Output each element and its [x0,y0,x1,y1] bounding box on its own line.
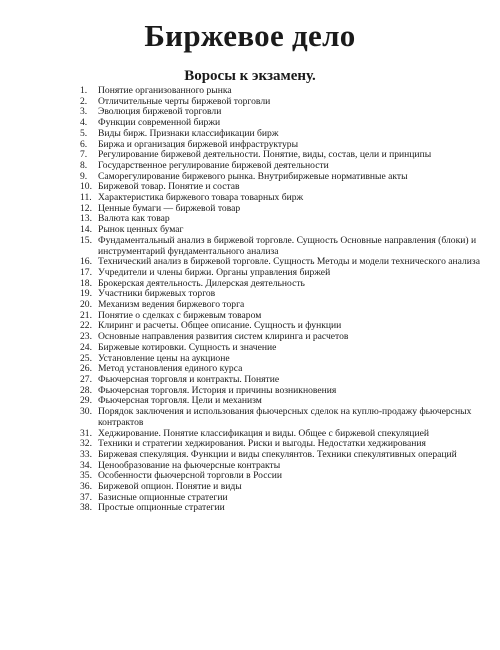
question-number: 2. [80,95,88,107]
question-text: Функции современной биржи [98,117,221,129]
question-number: 21. [80,309,92,321]
question-number: 30. [80,406,92,418]
question-text: Фьючерсная торговля. Цели и механизм [98,395,262,407]
question-text: Механизм ведения биржевого торга [98,299,245,311]
question-number: 18. [80,277,92,289]
question-item [80,236,485,257]
question-text: Фьючерсная торговля и контракты. Понятие [98,373,280,385]
question-item [80,343,485,354]
question-number: 5. [80,127,88,139]
question-text: Особенности фьючерсной торговли в России [98,470,282,482]
question-text: Понятие организованного рынка [98,85,232,96]
question-number: 6. [80,138,88,150]
question-text: Рынок ценных бумаг [98,224,184,236]
question-number: 12. [80,202,92,214]
question-number: 28. [80,384,92,396]
question-text: Технический анализ в биржевой торговле. Сущность Методы и модели технического анализа [98,256,480,268]
question-item [80,450,485,461]
question-number: 16. [80,256,92,268]
question-text: Ценообразование на фьючерсные контракты [98,459,281,471]
question-number: 15. [80,234,92,246]
question-text: Биржевой товар. Понятие и состав [98,181,240,193]
question-number: 34. [80,459,92,471]
question-number: 29. [80,395,92,407]
question-number: 35. [80,470,92,482]
question-number: 31. [80,427,92,439]
question-number: 9. [80,170,88,182]
question-number: 13. [80,213,92,225]
question-number: 27. [80,373,92,385]
question-text: Ценные бумаги — биржевой товар [98,202,241,214]
question-text: Государственное регулирование биржевой деятельности [98,159,329,171]
question-number: 33. [80,448,92,460]
question-text: Техники и стратегии хеджирования. Риски и выгоды. Недостатки хеджирования [98,438,426,450]
question-number: 20. [80,299,92,311]
question-number: 22. [80,320,92,332]
question-number: 36. [80,481,92,493]
question-text: Фундаментальный анализ в биржевой торговле. Сущность Основные направления (блоки) и инструментарий фундаментального анализа [98,234,477,257]
question-number: 10. [80,181,92,193]
question-number: 11. [80,192,92,204]
question-number: 24. [80,341,92,353]
question-number: 7. [80,149,88,161]
question-text: Эволюция биржевой торговли [98,106,222,118]
question-text: Хеджирование. Понятие классификация и виды. Общее с биржевой спекуляцией [98,427,429,439]
question-number: 26. [80,363,92,375]
question-text: Регулирование биржевой деятельности. Понятие, виды, состав, цели и принципы [98,149,432,161]
question-text: Биржа и организация биржевой инфраструктуры [98,138,299,150]
question-number: 19. [80,288,92,300]
question-text: Отличительные черты биржевой торговли [98,95,271,107]
question-number: 32. [80,438,92,450]
question-text: Фьючерсная торговля. История и причины возникновения [98,384,337,396]
document-title: Биржевое дело [144,18,356,53]
question-number: 37. [80,491,92,503]
question-text: Установление цены на аукционе [98,352,230,364]
question-item [80,129,485,140]
question-number: 1. [80,85,88,96]
question-number: 17. [80,266,92,278]
question-text: Участники биржевых торгов [98,288,216,300]
question-text: Клиринг и расчеты. Общее описание. Сущность и функции [98,320,342,332]
question-text: Базисные опционные стратегии [98,491,228,503]
question-number: 25. [80,352,92,364]
question-text: Брокерская деятельность. Дилерская деятельность [98,277,305,289]
question-text: Понятие о сделках с биржевым товаром [98,309,262,321]
question-number: 14. [80,224,92,236]
questions-list [80,86,485,514]
question-text: Основные направления развития систем клиринга и расчетов [98,331,349,343]
question-text: Биржевые котировки. Сущность и значение [98,341,277,353]
question-text: Порядок заключения и использования фьючерсных сделок на куплю-продажу фьючерсных контрактов [98,406,472,428]
question-text: Простые опционные стратегии [98,502,225,514]
question-item [80,503,485,514]
question-text: Саморегулирование биржевого рынка. Внутрибиржевые нормативные акты [98,170,408,182]
question-number: 3. [80,106,88,118]
question-number: 4. [80,117,88,129]
question-number: 23. [80,331,92,343]
question-text: Метод установления единого курса [98,363,243,375]
question-text: Биржевой опцион. Понятие и виды [98,481,242,493]
question-number: 38. [80,502,92,514]
question-item [80,407,485,428]
question-text: Биржевая спекуляция. Функции и виды спекулянтов. Техники спекулятивных операций [98,448,457,460]
question-text: Валюта как товар [98,213,170,225]
document-subtitle: Воросы к экзамену. [184,68,316,84]
question-number: 8. [80,159,88,171]
question-text: Виды бирж. Признаки классификации бирж [98,127,279,139]
question-text: Характеристика биржевого товара товарных бирж [98,192,304,204]
question-text: Учредители и члены биржи. Органы управления биржей [98,266,331,278]
